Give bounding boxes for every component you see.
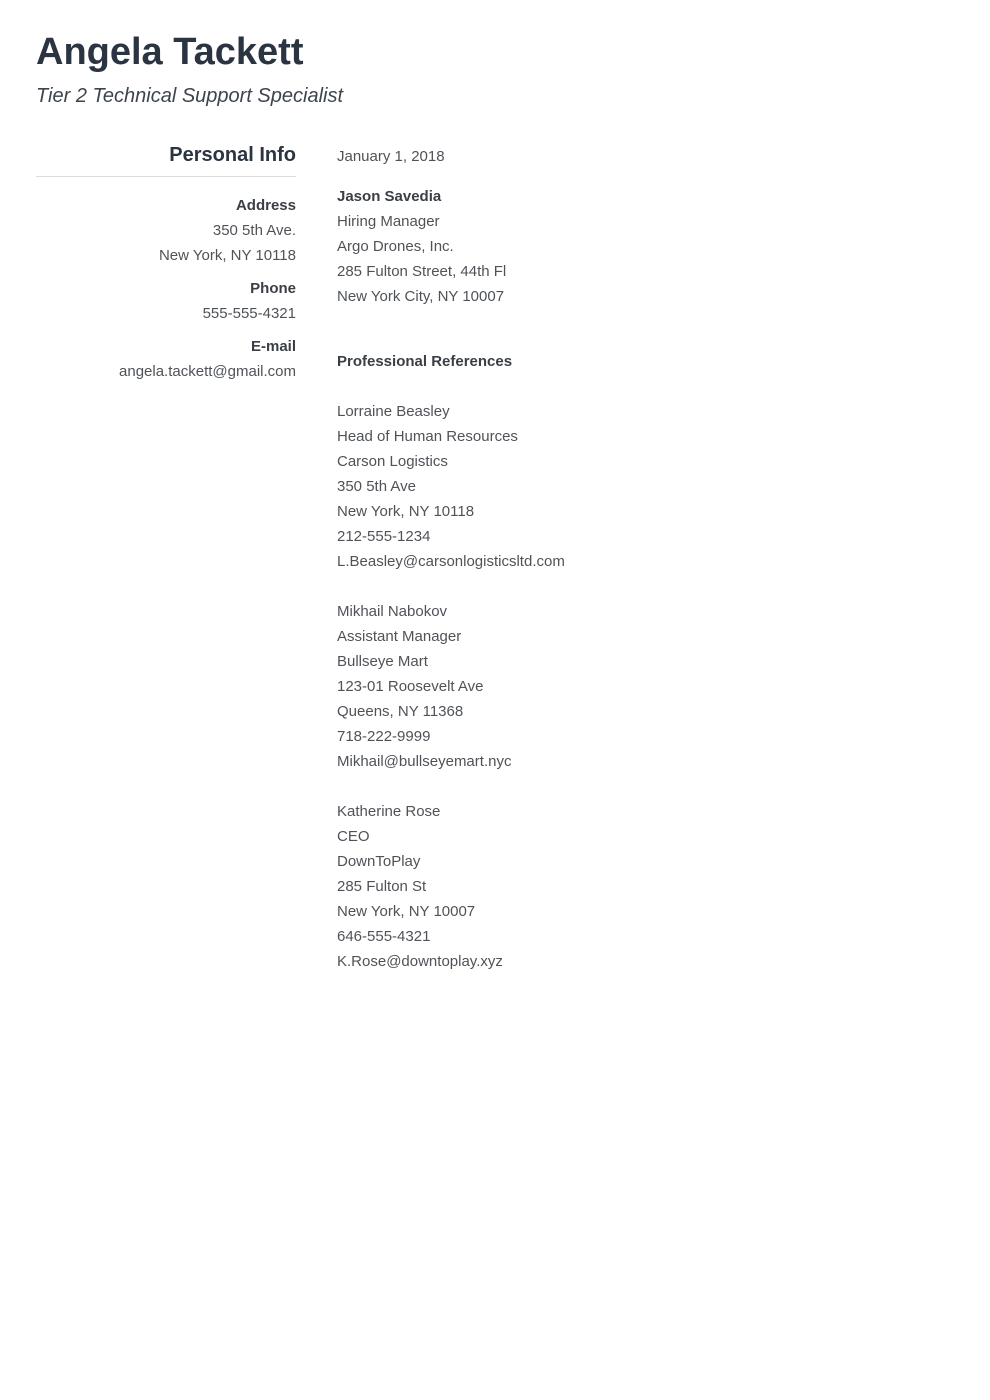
- reference-block: [337, 799, 565, 974]
- reference-line: 123-01 Roosevelt Ave: [337, 678, 484, 695]
- recipient-line: New York City, NY 10007: [337, 288, 505, 305]
- reference-line: Mikhail Nabokov: [337, 603, 448, 620]
- reference-block: [337, 599, 565, 774]
- page-title: Angela Tackett: [36, 31, 304, 73]
- email-line: angela.tackett@gmail.com: [119, 363, 296, 380]
- reference-line: New York, NY 10118: [337, 503, 475, 520]
- reference-line: CEO: [337, 828, 370, 845]
- reference-line: L.Beasley@carsonlogisticsltd.com: [337, 553, 565, 570]
- reference-line: 285 Fulton St: [337, 878, 427, 895]
- recipient-line: Hiring Manager: [337, 213, 440, 230]
- reference-line: 350 5th Ave: [337, 478, 416, 495]
- reference-line: New York, NY 10007: [337, 903, 476, 920]
- recipient-line: Argo Drones, Inc.: [337, 238, 454, 255]
- personal-info-sidebar: [36, 144, 296, 999]
- references-section-heading: Professional References: [337, 353, 513, 370]
- reference-line: Lorraine Beasley: [337, 403, 450, 420]
- sidebar-section-address: [36, 193, 296, 268]
- reference-line: DownToPlay: [337, 853, 421, 870]
- reference-line: Queens, NY 11368: [337, 703, 464, 720]
- sidebar-section-phone: [36, 276, 296, 326]
- sidebar-heading: Personal Info: [36, 144, 296, 177]
- sidebar-section-email: [36, 334, 296, 384]
- reference-line: Bullseye Mart: [337, 653, 428, 670]
- header: [36, 30, 956, 108]
- reference-line: 646-555-4321: [337, 928, 431, 945]
- recipient-name: Jason Savedia: [337, 188, 442, 205]
- reference-line: 212-555-1234: [337, 528, 431, 545]
- phone-label: Phone: [250, 280, 296, 297]
- reference-line: Mikhail@bullseyemart.nyc: [337, 753, 512, 770]
- reference-line: Assistant Manager: [337, 628, 462, 645]
- phone-line: 555-555-4321: [202, 305, 296, 322]
- reference-line: Head of Human Resources: [337, 428, 518, 445]
- reference-line: 718-222-9999: [337, 728, 431, 745]
- recipient-block: [337, 184, 565, 309]
- reference-line: K.Rose@downtoplay.xyz: [337, 953, 503, 970]
- recipient-line: 285 Fulton Street, 44th Fl: [337, 263, 507, 280]
- letter-body: [337, 144, 565, 999]
- email-label: E-mail: [250, 338, 296, 355]
- content-columns: [36, 144, 956, 999]
- job-title: Tier 2 Technical Support Specialist: [36, 85, 344, 107]
- reference-line: Carson Logistics: [337, 453, 448, 470]
- address-line: New York, NY 10118: [158, 247, 296, 264]
- reference-line: Katherine Rose: [337, 803, 441, 820]
- address-line: 350 5th Ave.: [212, 222, 296, 239]
- address-label: Address: [235, 197, 296, 214]
- letter-date: January 1, 2018: [337, 148, 445, 165]
- reference-block: [337, 399, 565, 574]
